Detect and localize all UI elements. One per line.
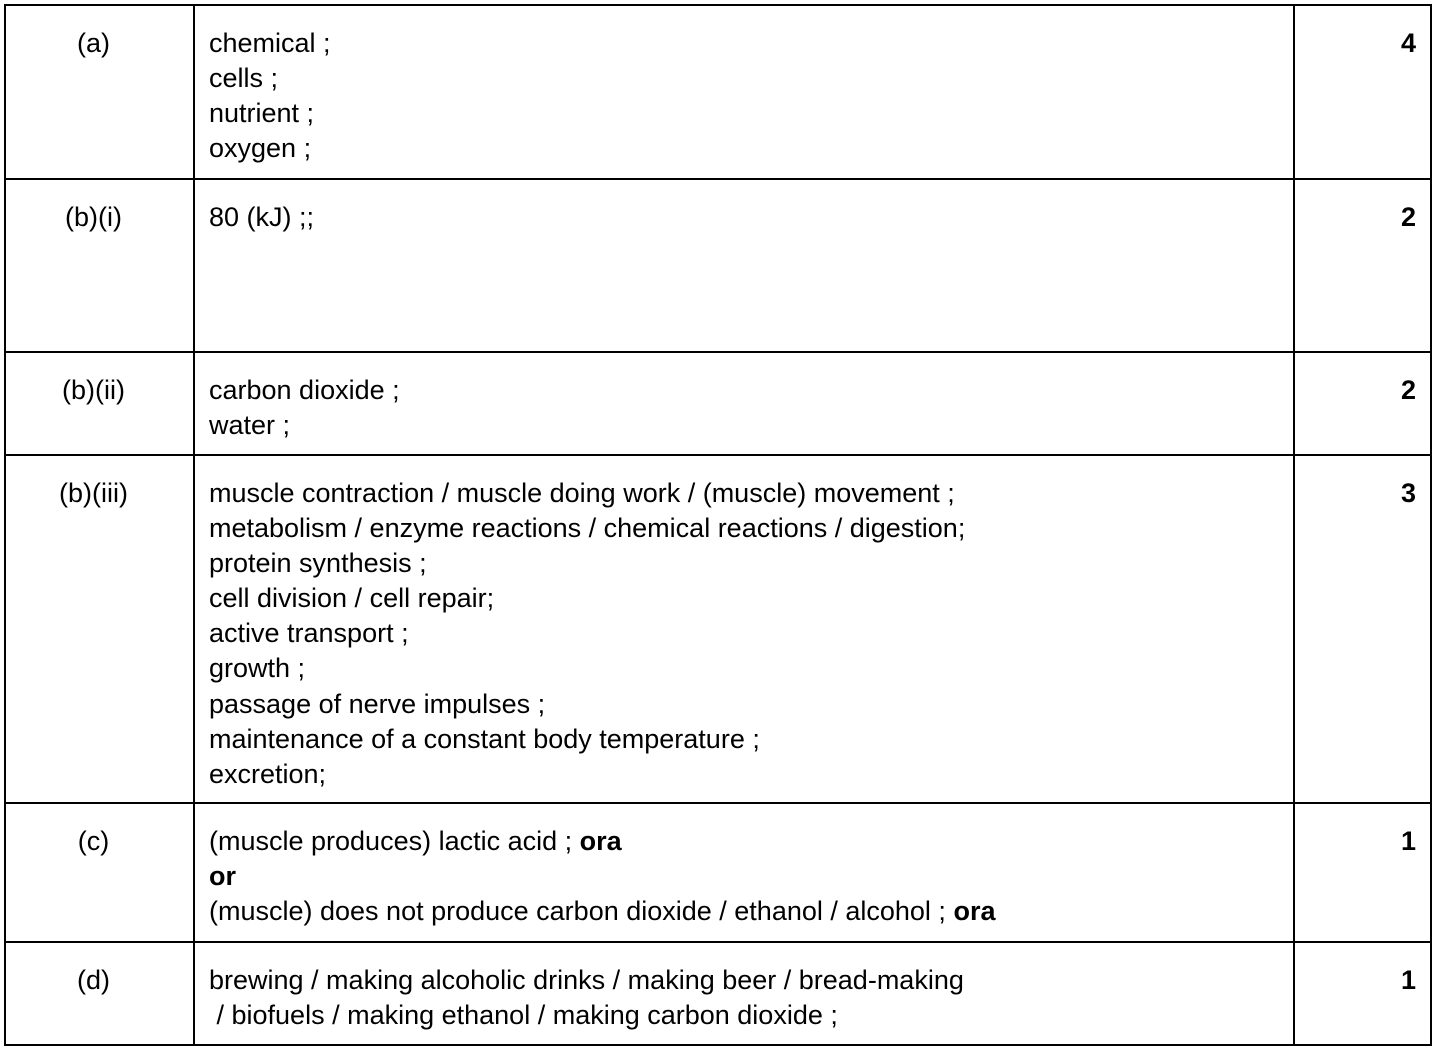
table-row	[5, 352, 1431, 455]
answer-line	[209, 859, 1293, 894]
table-row	[5, 455, 1431, 803]
answer-cell	[194, 455, 1294, 803]
table-row	[5, 942, 1431, 1045]
answer-cell	[194, 942, 1294, 1045]
answer-line	[209, 894, 1293, 929]
answer-line: excretion;	[209, 758, 327, 789]
question-number: (b)(i)	[5, 179, 194, 352]
answer-text: (muscle produces) lactic acid ;	[209, 826, 580, 856]
ora-marker: ora	[579, 826, 622, 856]
answer-line: protein synthesis ;	[209, 548, 427, 579]
answer-cell	[194, 179, 1294, 352]
answer-line: / biofuels / making ethanol / making carbon dioxide ;	[209, 1000, 838, 1031]
answer-text: (muscle) does not produce carbon dioxide / ethanol / alcohol ;	[209, 896, 954, 927]
answer-line: nutrient ;	[209, 98, 315, 129]
answer-line: water ;	[209, 410, 291, 441]
answer-line: active transport ;	[209, 618, 409, 649]
marks-value: 1	[1294, 803, 1431, 942]
or-separator: or	[209, 861, 236, 892]
question-number: (c)	[5, 803, 194, 942]
question-number: (b)(iii)	[5, 455, 194, 803]
answer-cell	[194, 803, 1294, 942]
marks-value: 2	[1294, 352, 1431, 455]
marks-value: 1	[1294, 942, 1431, 1045]
question-number: (b)(ii)	[5, 352, 194, 455]
answer-line	[209, 824, 1293, 859]
question-number: (a)	[5, 5, 194, 179]
answer-line: muscle contraction / muscle doing work / (muscle) movement ;	[209, 478, 955, 508]
answer-line: cells ;	[209, 63, 279, 94]
table-row	[5, 179, 1431, 352]
marks-value: 3	[1294, 455, 1431, 803]
mark-scheme-table	[4, 4, 1432, 1046]
answer-line: cell division / cell repair;	[209, 583, 495, 614]
table-row	[5, 5, 1431, 179]
marks-value: 2	[1294, 179, 1431, 352]
answer-line: maintenance of a constant body temperature ;	[209, 723, 760, 754]
answer-line: brewing / making alcoholic drinks / making beer / bread-making	[209, 965, 964, 995]
table-row	[5, 803, 1431, 942]
ora-marker: ora	[953, 896, 996, 927]
answer-cell	[194, 5, 1294, 179]
answer-line: growth ;	[209, 653, 306, 684]
answer-line: chemical ;	[209, 28, 331, 58]
answer-line: metabolism / enzyme reactions / chemical reactions / digestion;	[209, 513, 966, 544]
answer-line: 80 (kJ) ;;	[209, 202, 315, 232]
marks-value: 4	[1294, 5, 1431, 179]
answer-line: passage of nerve impulses ;	[209, 688, 546, 719]
answer-line: oxygen ;	[209, 133, 312, 164]
question-number: (d)	[5, 942, 194, 1045]
answer-cell	[194, 352, 1294, 455]
answer-line: carbon dioxide ;	[209, 375, 400, 405]
